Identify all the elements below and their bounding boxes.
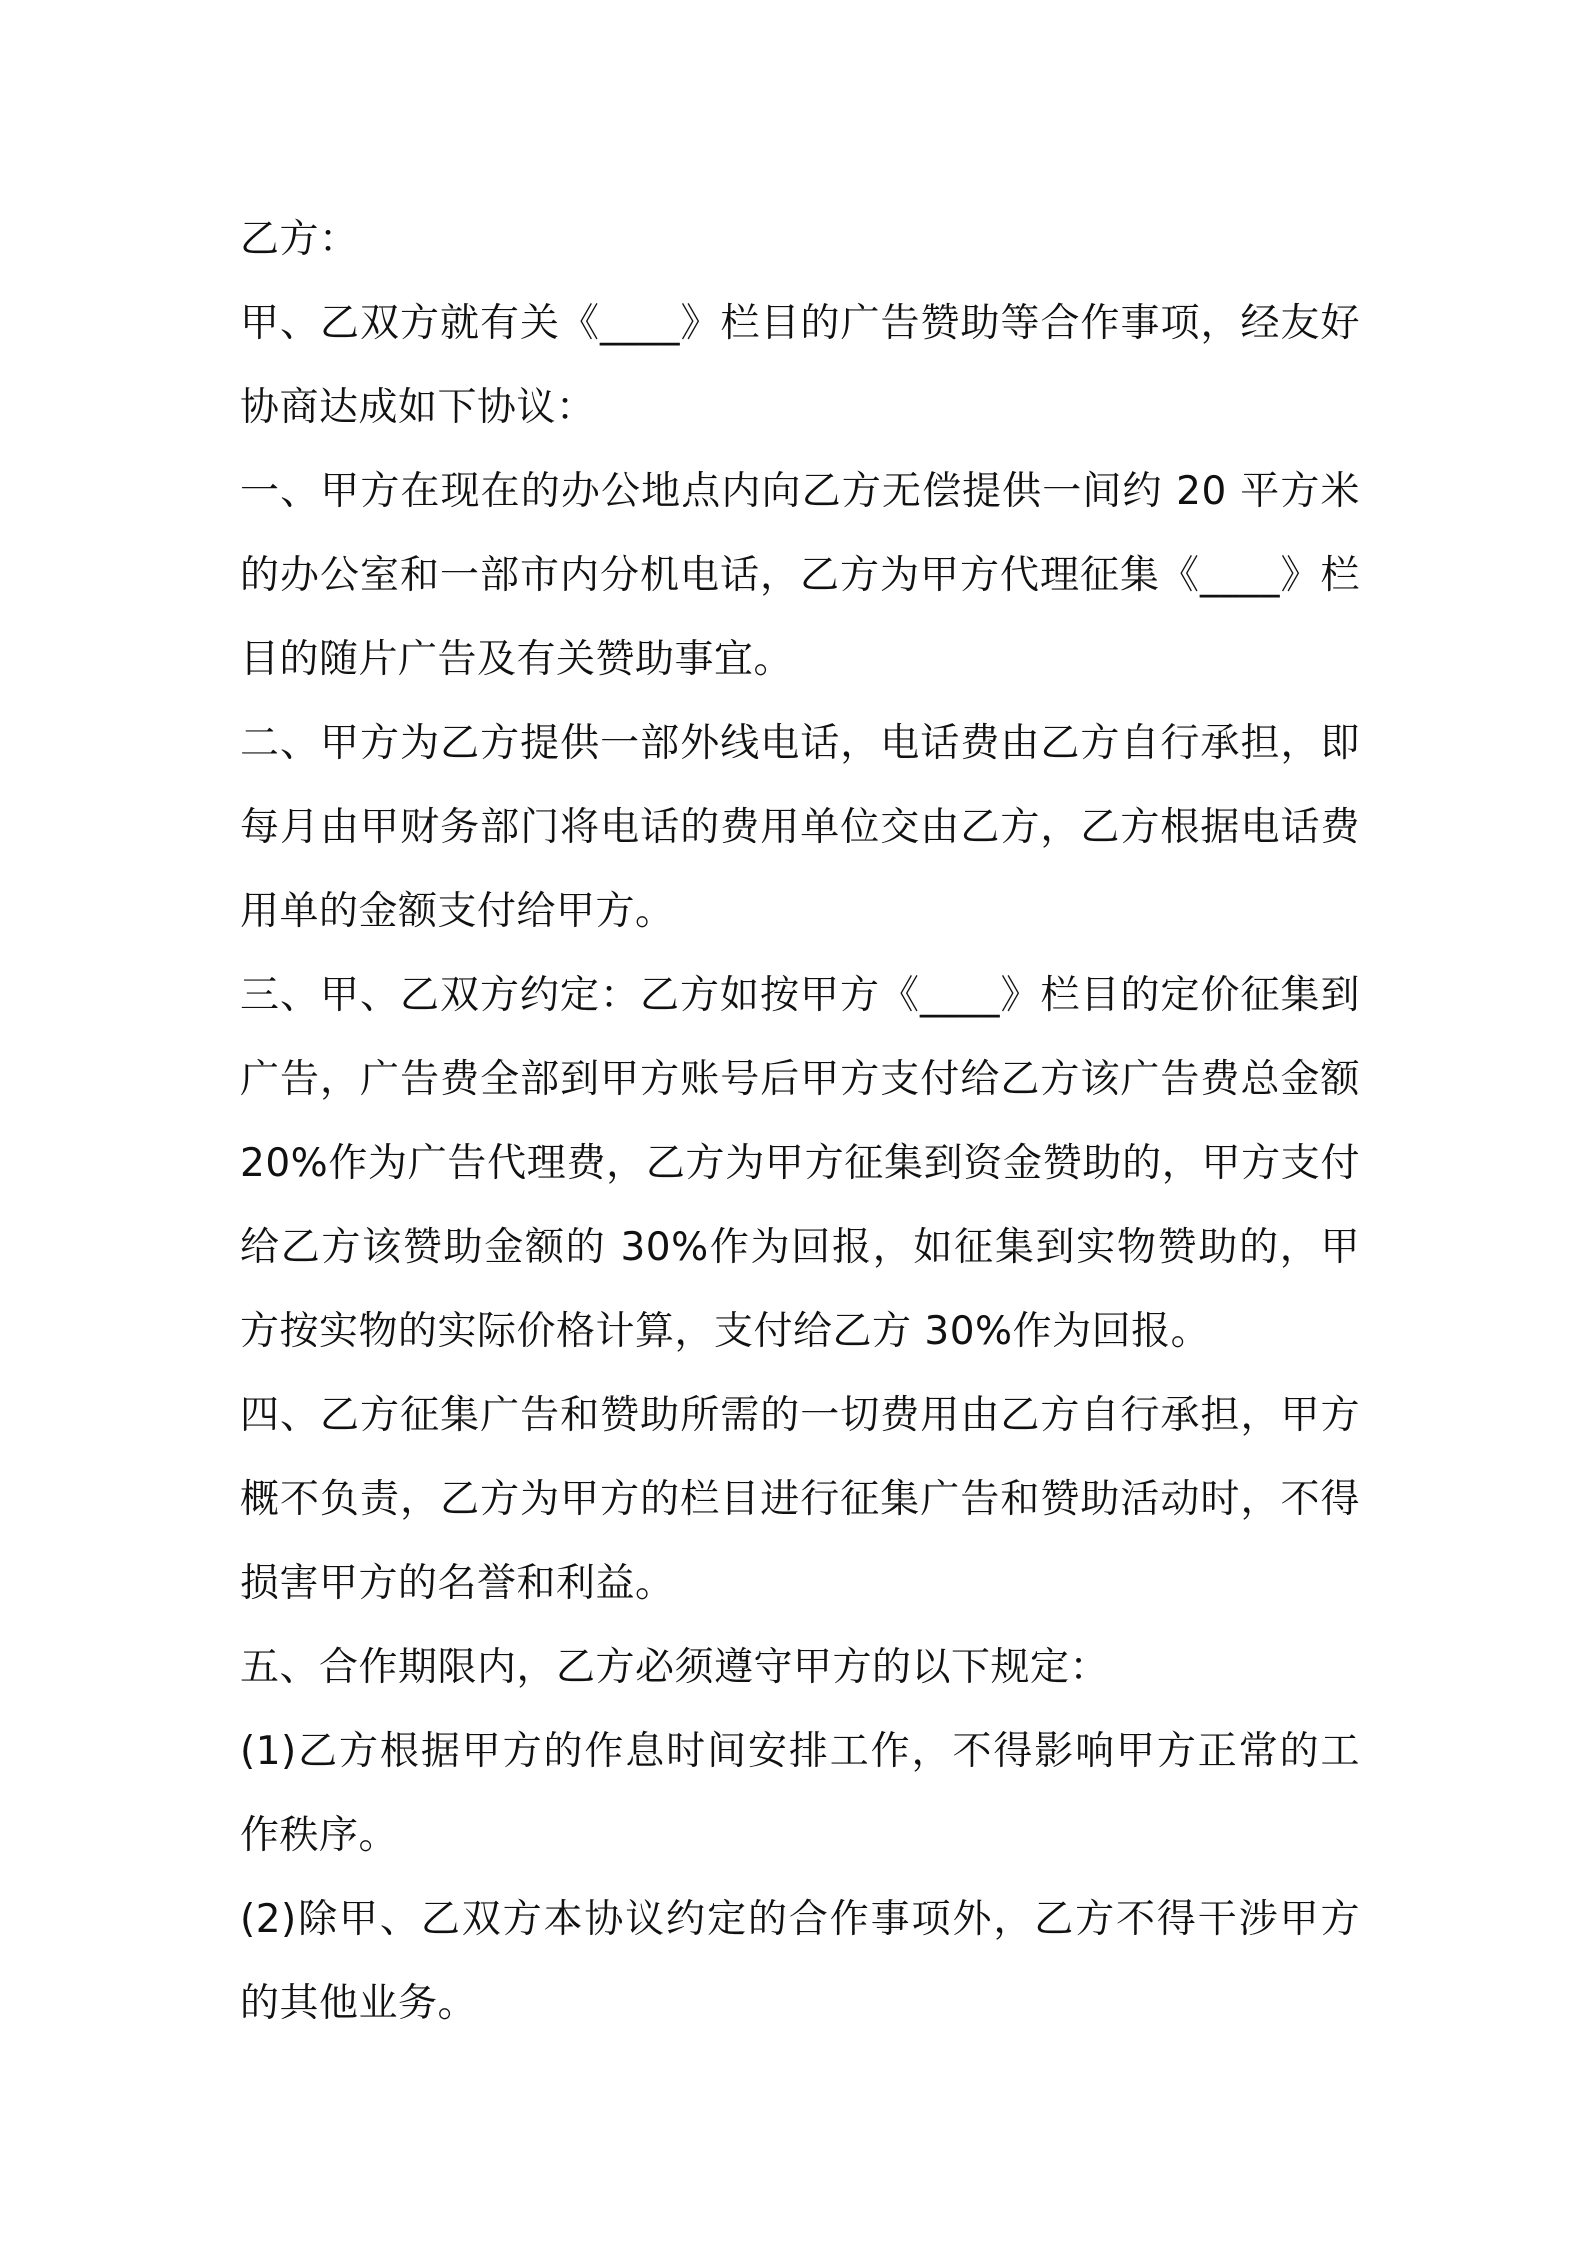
clause-5-heading: 五、合作期限内，乙方必须遵守甲方的以下规定： xyxy=(240,1645,1110,1690)
clause-5-item-1: (1)乙方根据甲方的作息时间安排工作，不得影响甲方正常的工作秩序。 xyxy=(240,1729,1360,1858)
party-b-line: 乙方： xyxy=(240,217,359,262)
clause-4-paragraph: 四、乙方征集广告和赞助所需的一切费用由乙方自行承担，甲方概不负责，乙方为甲方的栏目进行征集广告和赞助活动时，不得损害甲方的名誉和利益。 xyxy=(240,1393,1360,1606)
preamble-paragraph: 甲、乙双方就有关《____》栏目的广告赞助等合作事项，经友好协商达成如下协议： xyxy=(240,301,1360,430)
clause-2-paragraph: 二、甲方为乙方提供一部外线电话，电话费由乙方自行承担，即每月由甲财务部门将电话的费用单位交由乙方，乙方根据电话费用单的金额支付给甲方。 xyxy=(240,721,1360,934)
clause-1-paragraph: 一、甲方在现在的办公地点内向乙方无偿提供一间约 20 平方米的办公室和一部市内分机电话，乙方为甲方代理征集《____》栏目的随片广告及有关赞助事宜。 xyxy=(240,469,1360,682)
agreement-body xyxy=(240,198,1360,2046)
clause-5-item-2: (2)除甲、乙双方本协议约定的合作事项外，乙方不得干涉甲方的其他业务。 xyxy=(240,1897,1360,2026)
clause-3-paragraph: 三、甲、乙双方约定：乙方如按甲方《____》栏目的定价征集到广告，广告费全部到甲方账号后甲方支付给乙方该广告费总金额 20%作为广告代理费，乙方为甲方征集到资金赞助的，甲方支付给乙方该赞助金额的 30%作为回报，如征集到实物赞助的，甲方按实物的实际价格计算，支付给乙方 30%作为回报。 xyxy=(240,973,1360,1354)
